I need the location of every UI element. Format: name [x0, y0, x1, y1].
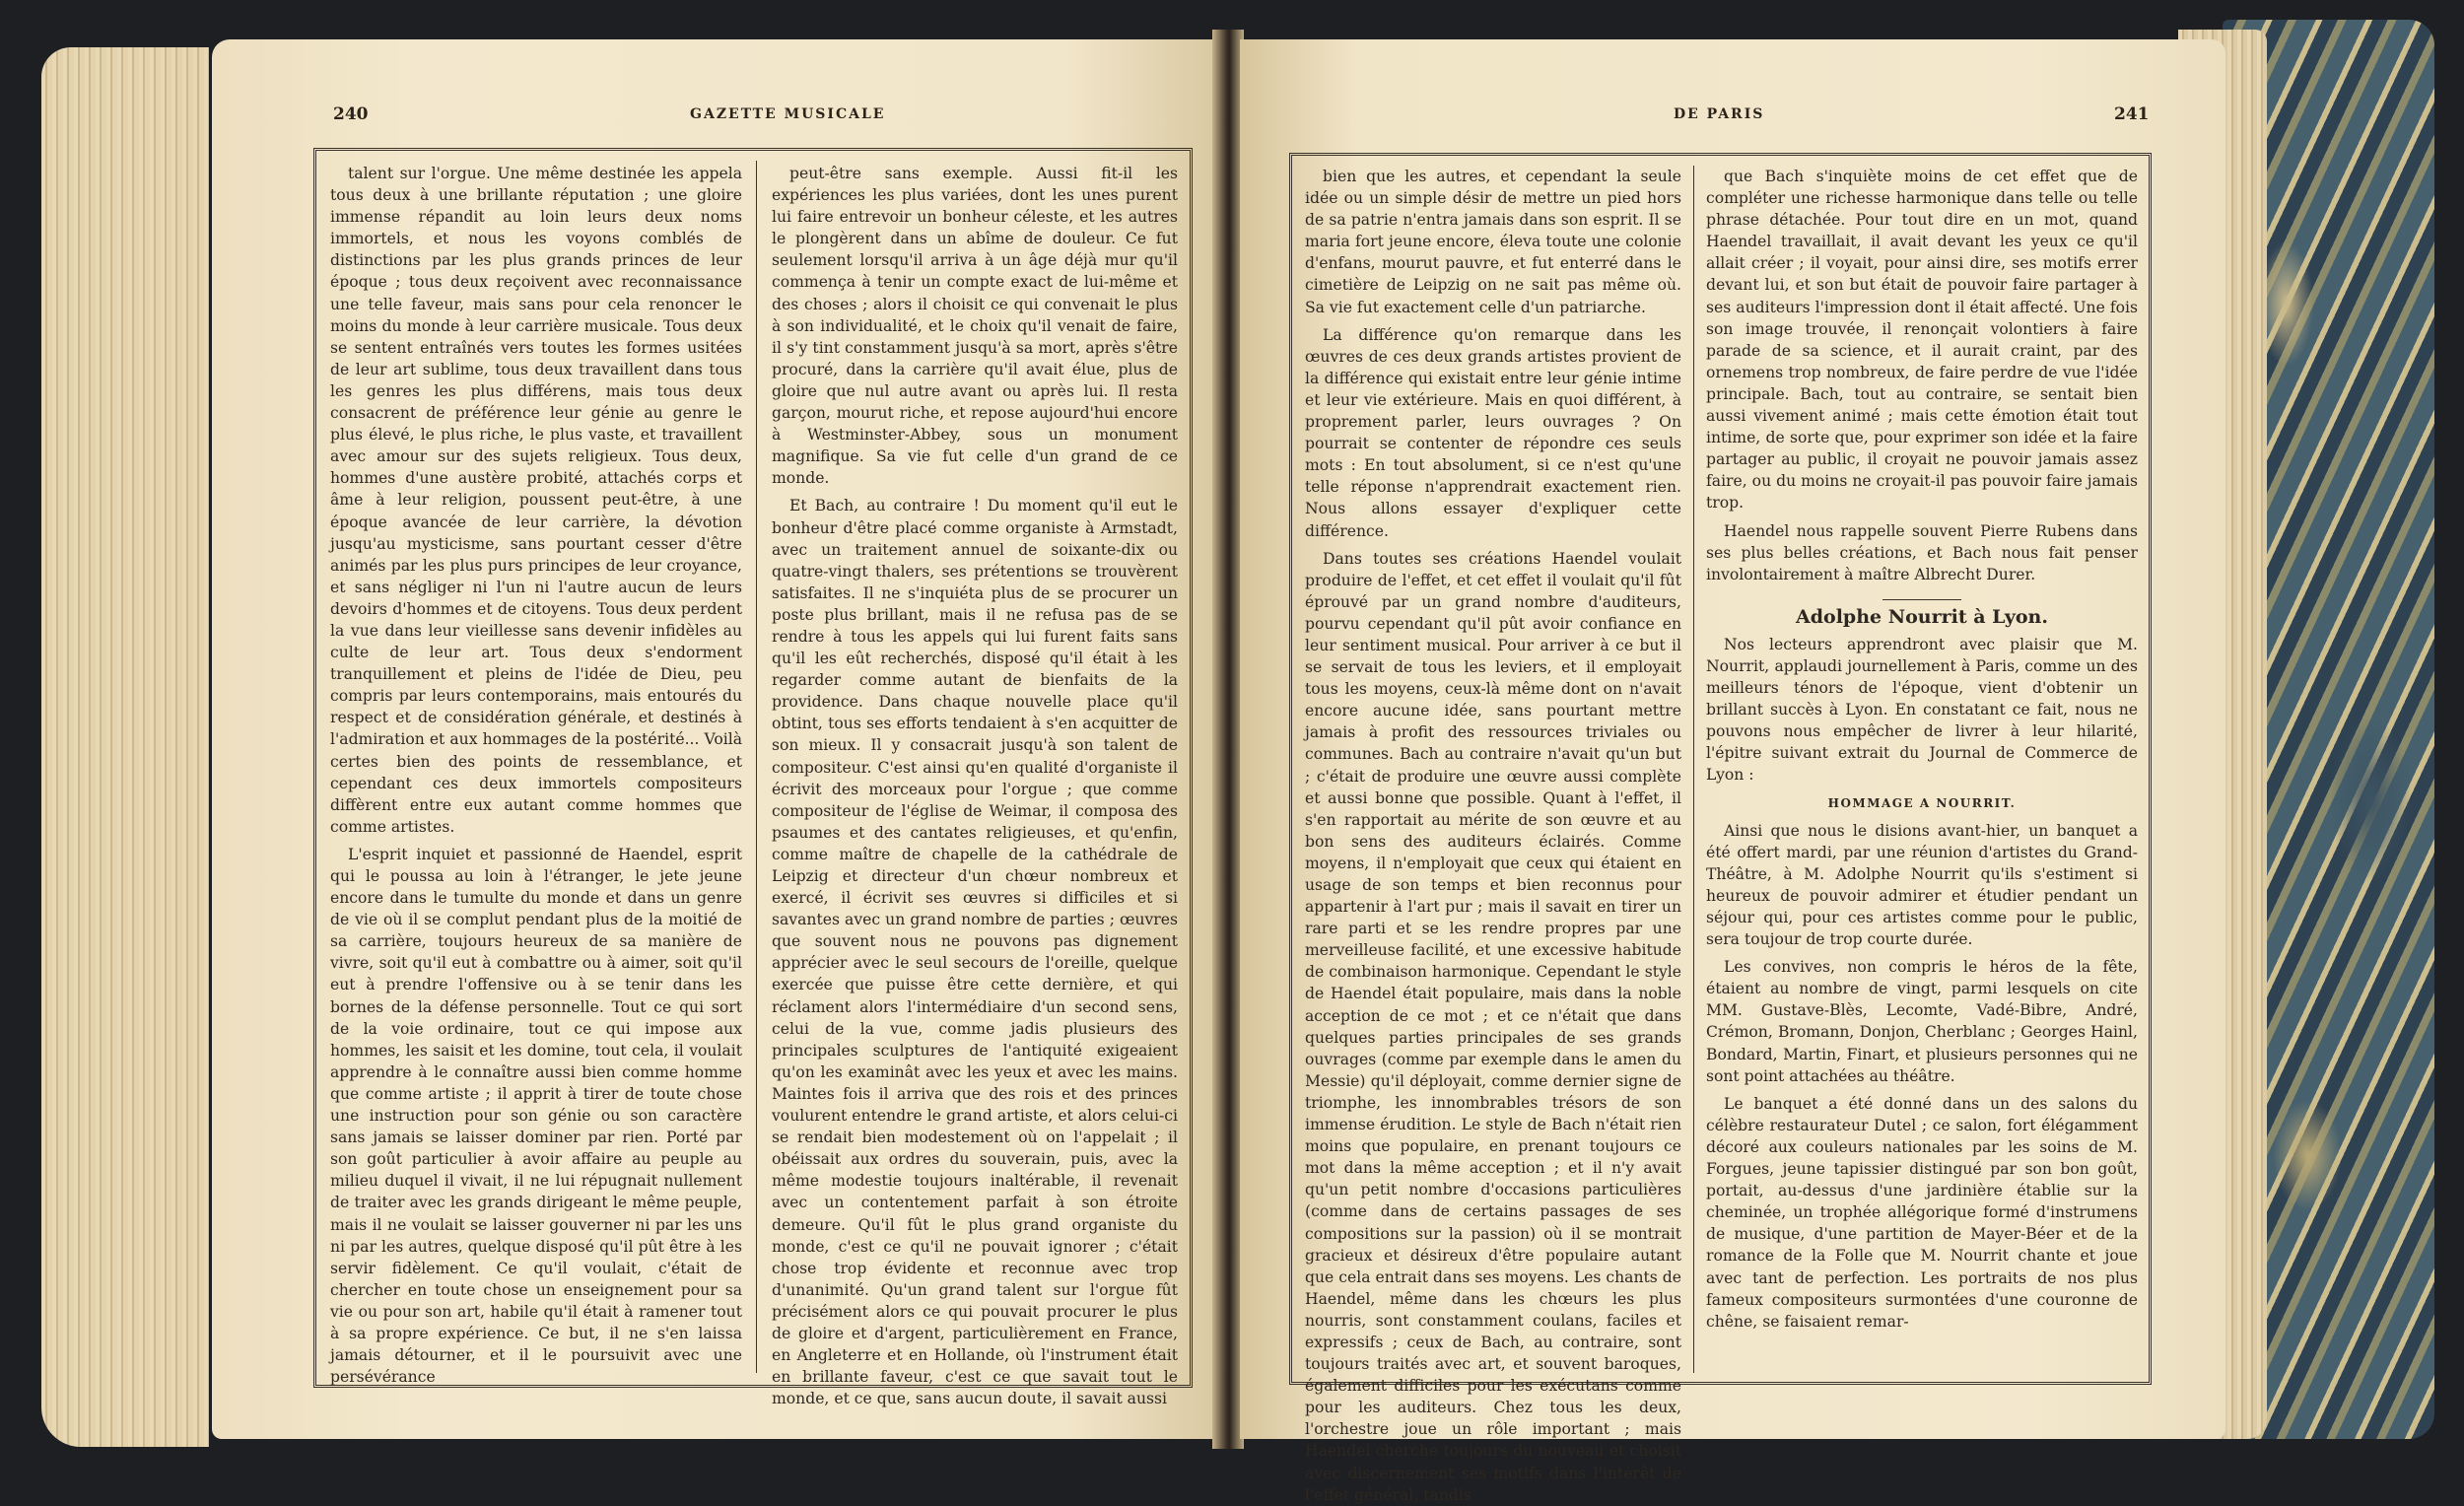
- right-column-divider: [1693, 166, 1694, 1373]
- right-column-2: [1706, 166, 2138, 1370]
- running-header-left: GAZETTE MUSICALE: [690, 106, 886, 122]
- article-subtitle: HOMMAGE A NOURRIT.: [1827, 795, 2017, 810]
- left-column-2: [772, 163, 1178, 1408]
- paragraph: Dans toutes ses créations Haendel voulait produire de l'effet, et cet effet il voulait qu'il fût éprouvé par un grand nombre d'auditeurs, pourvu cependant qu'il pût avoir confiance en leur sentiment musical. Pour arriver à ce but il se servait de tous les leviers, et il employait tous les moyens, ceux-là même dont on n'avait encore aucune idée, sans pourtant mettre jamais à profit des ressources triviales ou communes. Bach au contraire n'avait qu'un but ; c'était de produire une œuvre aussi complète et aussi bonne que possible. Quant à l'effet, il s'en rapportait au mérite de son œuvre et au bon sens des auditeurs éclairés. Comme moyens, il n'employait que ceux qui étaient en usage de son temps et bien reconnus pour appartenir à l'art pur ; mais il savait en tirer un rare parti et se les rendre propres par une merveilleuse facilité, et une excessive habitude de combinaison harmonique. Cependant le style de Haendel était populaire, mais dans la noble acception de ce mot ; et ce n'était que dans quelques parties principales de ses grands ouvrages (comme par exemple dans le amen du Messie) qu'il déployait, comme dernier signe de triomphe, les innombrables trésors de son immense érudition. Le style de Bach n'était rien moins que populaire, en prenant toujours ce mot dans la même acception ; et il n'y avait qu'un petit nombre d'occasions particulières (comme dans de certains passages de ses compositions sur la passion) où il se montrait gracieux et désireux d'être populaire autant que cela entrait dans ses moyens. Les chants de Haendel, même dans les chœurs les plus nourris, sont constamment coulans, faciles et expressifs ; ceux de Bach, au contraire, sont toujours traités avec art, et souvent baroques, également difficiles pour les exécutans comme pour les auditeurs. Chez tous les deux, l'orchestre joue un rôle important ; mais Haendel cherche toujours du nouveau et choisit avec discernement ses motifs dans l'intérêt de l'effet général, tandis: [1305, 549, 1681, 1504]
- right-page: [1240, 39, 2225, 1504]
- paragraph: Et Bach, au contraire ! Du moment qu'il eut le bonheur d'être placé comme organiste à Armstadt, avec un traitement annuel de soixante-dix ou quatre-vingt thalers, ses prétentions se trouvèrent satisfaites. Il ne s'inquiéta plus de se procurer un poste plus brillant, mais il ne refusa pas de se rendre à tous les appels qui lui furent faits sans qu'il les eût recherchés, disposé qu'il était à les regarder comme autant de bienfaits de la providence. Dans chaque nouvelle place qu'il obtint, tous ses efforts tendaient à s'en acquitter de son mieux. Il y consacrait jusqu'à son talent de compositeur. C'est ainsi qu'en qualité d'organiste il écrivit des morceaux pour l'orgue ; que comme compositeur de l'église de Weimar, il composa des psaumes et des cantates religieuses, et qu'enfin, comme maître de chapelle de la cathédrale de Leipzig et directeur d'un chœur nombreux et exercé, il écrivit ses œuvres si difficiles et si savantes avec un grand nombre de parties ; œuvres que souvent nous ne pouvons pas dignement apprécier avec le seul secours de l'oreille, quelque exercée que puisse être cette dernière, et qui réclament alors l'intermédiaire d'un second sens, celui de la vue, comme jadis plusieurs des principales sculptures de l'antiquité exigeaient qu'on les examinât avec les yeux et avec les mains. Maintes fois il arriva que des rois et des princes voulurent entendre le grand artiste, et alors celui-ci se rendait bien modestement où on l'appelait ; il obéissait aux ordres du souverain, puis, avec la même modestie toujours inaltérable, il revenait avec un contentement parfait à son étroite demeure. Qu'il fût le plus grand organiste du monde, c'est ce qu'il ne pouvait ignorer ; c'était chose trop évidente et reconnue avec trop d'unanimité. Qu'un grand talent sur l'orgue fût précisément alors ce qui pouvait procurer le plus de gloire et d'argent, particulièrement en France, en Angleterre et en Hollande, où l'instrument était en brillante faveur, c'est ce que savait tout le monde, et ce que, sans aucun doute, il savait aussi: [772, 497, 1178, 1408]
- running-header-right: DE PARIS: [1674, 106, 1765, 122]
- right-column-1: [1305, 166, 1681, 1504]
- paragraph: La différence qu'on remarque dans les œuvres de ces deux grands artistes provient de la différence qui existait entre leur génie intime et leur vie extérieure. Mais en quoi différent, à proprement parler, leurs ouvrages ? On pourrait se contenter de répondre ces seuls mots : En tout absolument, si ce n'est qu'une telle réponse n'apprendrait exactement rien. Nous allons essayer d'expliquer cette différence.: [1305, 325, 1681, 540]
- page-number-left: 240: [333, 104, 369, 124]
- paragraph: Les convives, non compris le héros de la fête, étaient au nombre de vingt, parmi lesquels on cite MM. Gustave-Blès, Lecomte, Vadé-Bibre, André, Crémon, Bromann, Donjon, Cherblanc ; Georges Hainl, Bondard, Martin, Finart, et plusieurs personnes qui ne sont point attachées au théâtre.: [1706, 958, 2138, 1085]
- left-page: [212, 39, 1217, 1439]
- page-number-right: 241: [2114, 104, 2150, 124]
- article-title: Adolphe Nourrit à Lyon.: [1796, 605, 2048, 628]
- left-column-divider: [756, 161, 757, 1373]
- paragraph: Le banquet a été donné dans un des salons du célèbre restaurateur Dutel ; ce salon, fort élégamment décoré aux couleurs nationales par les soins de M. Forgues, jeune tapissier distingué par son bon goût, portait, au-dessus d'une jardinière établie sur la cheminée, un trophée allégorique formé d'instrumens de musique, d'une partition de Mayer-Béer et de la romance de la Folle que M. Nourrit chante et joue avec tant de perfection. Les portraits de nos plus fameux compositeurs surmontées d'une couronne de chêne, se faisaient remar-: [1706, 1094, 2138, 1331]
- left-page-edges: [41, 47, 209, 1447]
- left-column-1: [330, 163, 742, 1387]
- paragraph: bien que les autres, et cependant la seule idée ou un simple désir de mettre un pied hors de sa patrie n'entra jamais dans son esprit. Il se maria fort jeune encore, éleva toute une colonie d'enfans, mourut pauvre, et fut enterré dans le cimetière de Leipzig on ne sait pas même où. Sa vie fut exactement celle d'un patriarche.: [1305, 168, 1681, 316]
- paragraph: Ainsi que nous le disions avant-hier, un banquet a été offert mardi, par une réunion d'artistes du Grand-Théâtre, à M. Adolphe Nourrit qu'ils s'estiment si heureux de pouvoir admirer et étudier pendant un séjour qui, pour ces artistes comme pour le public, sera toujour de trop courte durée.: [1706, 821, 2138, 949]
- paragraph: L'esprit inquiet et passionné de Haendel, esprit qui le poussa au loin à l'étranger, le jete jeune encore dans le tumulte du monde et dans un genre de vie où il se complut pendant plus de la moitié de sa carrière, toujours heureux de sa manière de vivre, soit qu'il eut à combattre ou à aimer, soit qu'il eut à prendre l'offensive ou à se tenir dans les bornes de la défense personnelle. Tout ce qui sort de la voie ordinaire, tout ce qui impose aux hommes, les saisit et les domine, tout cela, il voulait apprendre à le connaître aussi bien comme homme que comme artiste ; il apprit à tirer de toute chose une instruction pour son génie ou son caractère sans jamais se laisser dominer par rien. Porté par son goût particulier à avoir affaire au peuple au milieu duquel il vivait, il ne lui répugnait nullement de traiter avec les grands dirigeant le même peuple, mais il ne voulait se laisser gouverner ni par les uns ni par les autres, quelque disposé qu'il pût être à les servir fidèlement. Ce qu'il voulait, c'était de chercher en toute chose un enseignement pour sa vie ou pour son art, habile qu'il était à ramener tout à sa propre expérience. Ce but, il ne s'en laissa jamais détourner, et il le poursuivit avec une persévérance: [330, 845, 742, 1387]
- section-divider: [1882, 599, 1961, 600]
- paragraph: Haendel nous rappelle souvent Pierre Rubens dans ses plus belles créations, et Bach nous fait penser involontairement à maître Albrecht Durer.: [1706, 521, 2138, 583]
- paragraph: que Bach s'inquiète moins de cet effet que de compléter une richesse harmonique dans telle ou telle phrase détachée. Pour tout dire en un mot, quand Haendel travaillait, il avait devant les yeux ce qu'il allait créer ; il voyait, pour ainsi dire, ses motifs errer devant lui, et son but était de pouvoir faire partager à ses auditeurs l'impression dont il était affecté. Une fois son image trouvée, il renonçait volontiers à faire parade de sa science, et il aurait craint, par des ornemens trop nombreux, de faire perdre de vue l'idée principale. Bach, tout au contraire, se sentait bien aussi vivement animé ; mais cette émotion était tout intime, de sorte que, pour exprimer son idée et la faire partager au public, il croyait ne pouvoir jamais assez faire, ou du moins ne croyait-il pas pouvoir faire jamais trop.: [1706, 168, 2138, 513]
- paragraph: talent sur l'orgue. Une même destinée les appela tous deux à une brillante réputation ; une gloire immense répandit au loin leurs deux noms immortels, et nous les voyons comblés de distinctions par les plus grands princes de leur époque ; tous deux reçoivent avec reconnaissance une telle faveur, mais sans pour cela renoncer le moins du monde à leur carrière musicale. Tous deux se sentent entraînés vers toutes les formes usitées de leur art sublime, tous deux travaillent dans tous les genres les plus différens, mais tous deux consacrent de préférence leur génie au genre le plus élevé, le plus riche, le plus vaste, et travaillent avec amour sur des sujets religieux. Tous deux, hommes d'une austère probité, attachés corps et âme à leur religion, poussent peut-être, à une époque avancée de leur carrière, la dévotion jusqu'au mysticisme, sans pourtant cesser d'être animés par les plus purs principes de leur croyance, et sans négliger ni l'un ni l'autre aucun de leurs devoirs d'hommes et de citoyens. Tous deux perdent la vue dans leur vieillesse sans devenir infidèles au culte de leur art. Tous deux s'endorment tranquillement et pleins de l'idée de Dieu, peu compris par leurs contemporains, mais entourés du respect et de considération générale, et destinés à l'admiration et aux hommages de la postérité... Voilà certes bien des points de ressemblance, et cependant ces deux immortels compositeurs diffèrent entre eux autant comme hommes que comme artistes.: [330, 165, 742, 836]
- paragraph: peut-être sans exemple. Aussi fit-il les expériences les plus variées, dont les unes purent lui faire entrevoir un bonheur céleste, et les autres le plongèrent dans un abîme de douleur. Ce fut seulement lorsqu'il arriva à un âge déjà mur qu'il commença à tenir un compte exact de lui-même et des choses ; alors il choisit ce qui convenait le plus à son individualité, et le choix qu'il venait de faire, il s'y tint constamment jusqu'à sa mort, après s'être procuré, dans la carrière qu'il avait élue, plus de gloire que nul autre avant ou après lui. Il resta garçon, mourut riche, et repose aujourd'hui encore à Westminster-Abbey, sous un monument magnifique. Sa vie fut celle d'un grand de ce monde.: [772, 165, 1178, 488]
- paragraph: Nos lecteurs apprendront avec plaisir que M. Nourrit, applaudi journellement à Paris, comme un des meilleurs ténors de l'époque, vient d'obtenir un brillant succès à Lyon. En constatant ce fait, nous ne pouvons nous empêcher de livrer à leur hilarité, l'épitre suivant extrait du Journal de Commerce de Lyon :: [1706, 635, 2138, 785]
